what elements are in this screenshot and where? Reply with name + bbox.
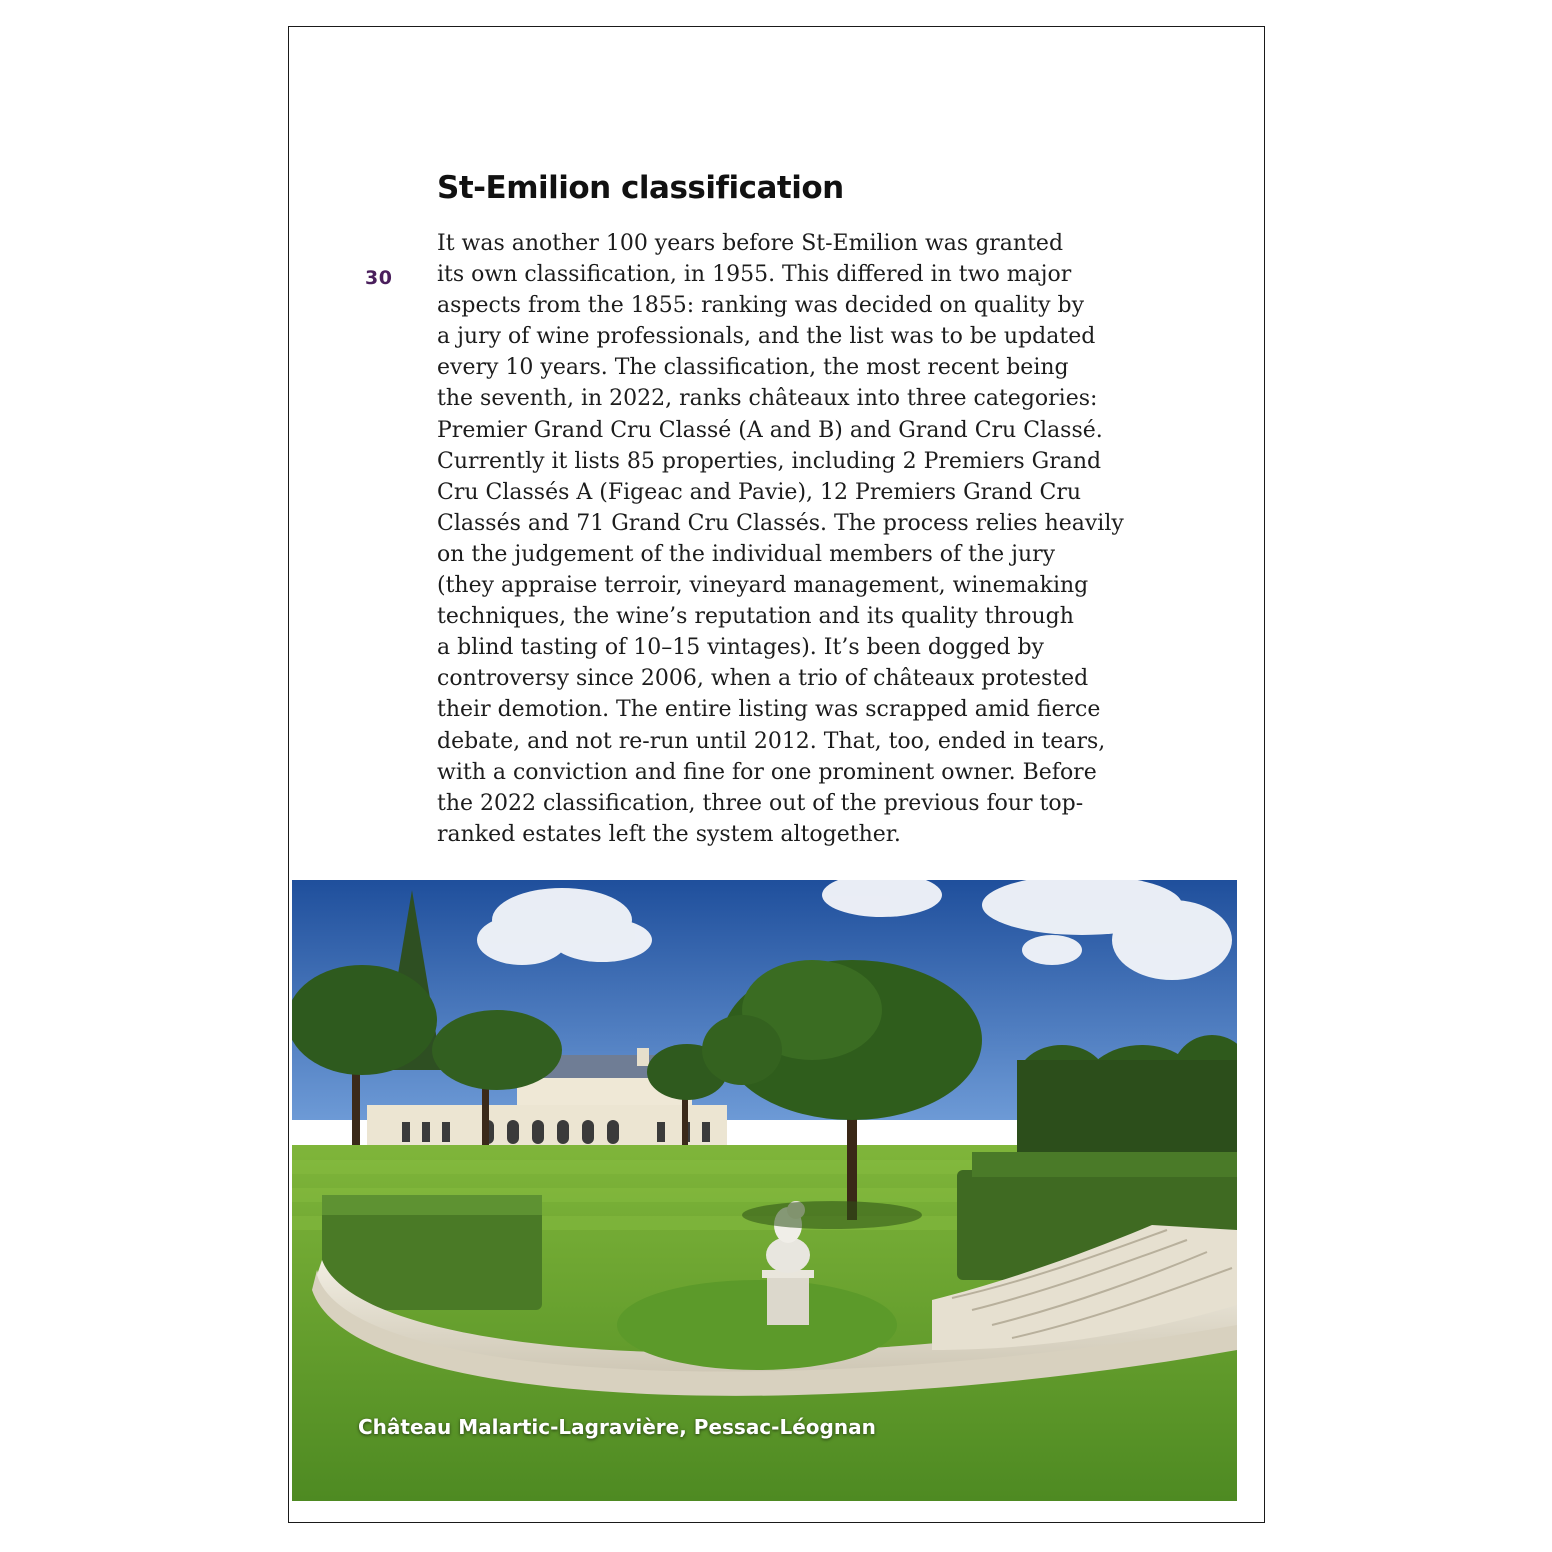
page-number: 30: [365, 267, 393, 289]
text-line: Premier Grand Cru Classé (A and B) and Grand Cru Classé.: [437, 417, 1103, 443]
text-line: Cru Classés A (Figeac and Pavie), 12 Premiers Grand Cru: [437, 479, 1082, 505]
text-line: every 10 years. The classification, the most recent being: [437, 355, 1069, 381]
text-line: Classés and 71 Grand Cru Classés. The process relies heavily: [437, 510, 1124, 536]
text-line: a blind tasting of 10–15 vintages). It’s been dogged by: [437, 635, 1044, 661]
text-line: with a conviction and fine for one prominent owner. Before: [437, 759, 1097, 785]
text-line: its own classification, in 1955. This differed in two major: [437, 262, 1072, 288]
text-line: their demotion. The entire listing was scrapped amid fierce: [437, 697, 1101, 723]
text-line: on the judgement of the individual members of the jury: [437, 541, 1056, 567]
text-line: the seventh, in 2022, ranks châteaux into three categories:: [437, 386, 1098, 412]
text-line: the 2022 classification, three out of the previous four top-: [437, 790, 1084, 816]
text-line: Currently it lists 85 properties, including 2 Premiers Grand: [437, 448, 1102, 474]
text-line: debate, and not re-run until 2012. That, too, ended in tears,: [437, 728, 1106, 754]
chateau-photo: [292, 880, 1237, 1501]
book-page: [288, 26, 1265, 1523]
text-line: techniques, the wine’s reputation and its quality through: [437, 604, 1074, 630]
text-line: a jury of wine professionals, and the list was to be updated: [437, 324, 1096, 350]
text-line: ranked estates left the system altogether.: [437, 821, 901, 847]
chateau-garden-illustration: [292, 880, 1237, 1501]
text-line: controversy since 2006, when a trio of châteaux protested: [437, 666, 1089, 692]
text-line: (they appraise terroir, vineyard management, winemaking: [437, 573, 1089, 599]
body-paragraph: [437, 228, 1127, 850]
photo-caption: Château Malartic-Lagravière, Pessac-Léognan: [358, 1415, 876, 1439]
text-line: It was another 100 years before St-Emilion was granted: [437, 231, 1064, 256]
text-line: aspects from the 1855: ranking was decided on quality by: [437, 293, 1085, 319]
section-heading: St-Emilion classification: [437, 170, 844, 206]
